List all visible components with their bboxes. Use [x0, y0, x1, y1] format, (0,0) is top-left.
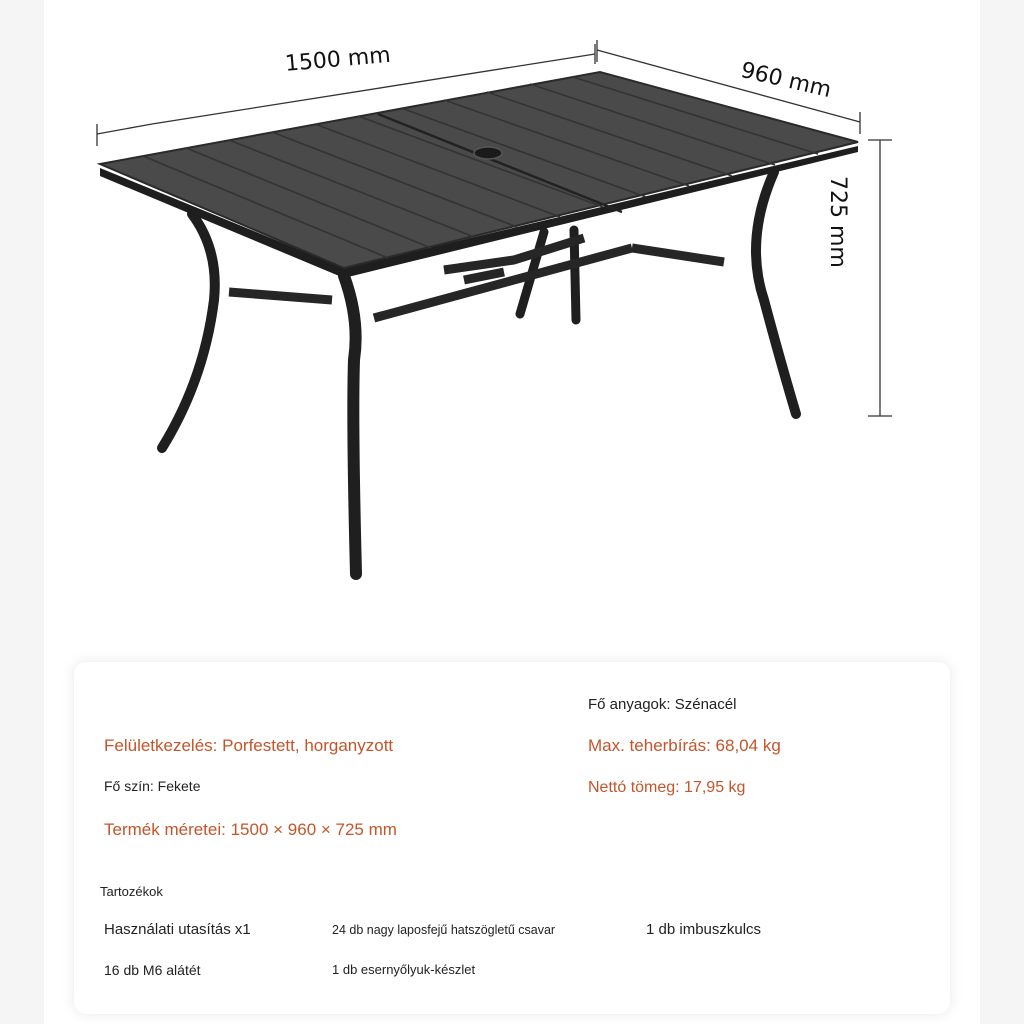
umbrella-hole	[474, 147, 502, 159]
accessory-item-bolts: 24 db nagy laposfejű hatszögletű csavar	[332, 923, 556, 937]
color-spec: Fő szín: Fekete	[104, 778, 201, 794]
height-label: 725 mm	[825, 176, 850, 268]
accessory-item-washers: 16 db M6 alátét	[104, 962, 201, 978]
max-load-spec: Max. teherbírás: 68,04 kg	[588, 736, 781, 755]
accessories-title: Tartozékok	[100, 884, 163, 899]
accessory-item-hex-key: 1 db imbuszkulcs	[646, 921, 762, 938]
right-leg	[756, 172, 796, 414]
front-leg	[344, 276, 356, 574]
table-illustration	[44, 0, 980, 640]
spec-card	[74, 662, 950, 1014]
table-figure	[44, 0, 980, 640]
left-margin-panel	[0, 0, 44, 1024]
right-margin-panel	[980, 0, 1024, 1024]
main-material-spec: Fő anyagok: Szénacél	[588, 696, 737, 713]
width-label: 1500 mm	[284, 42, 392, 77]
surface-spec: Felületkezelés: Porfestett, horganyzott	[104, 736, 394, 755]
height-dimension-line	[868, 140, 892, 416]
product-size-spec: Termék méretei: 1500 × 960 × 725 mm	[104, 820, 397, 839]
accessory-item-manual: Használati utasítás x1	[104, 921, 251, 938]
left-leg	[162, 214, 215, 448]
net-weight-spec: Nettó tömeg: 17,95 kg	[588, 779, 746, 796]
accessory-item-umbrella-kit: 1 db esernyőlyuk-készlet	[332, 962, 476, 977]
depth-label: 960 mm	[738, 58, 834, 104]
